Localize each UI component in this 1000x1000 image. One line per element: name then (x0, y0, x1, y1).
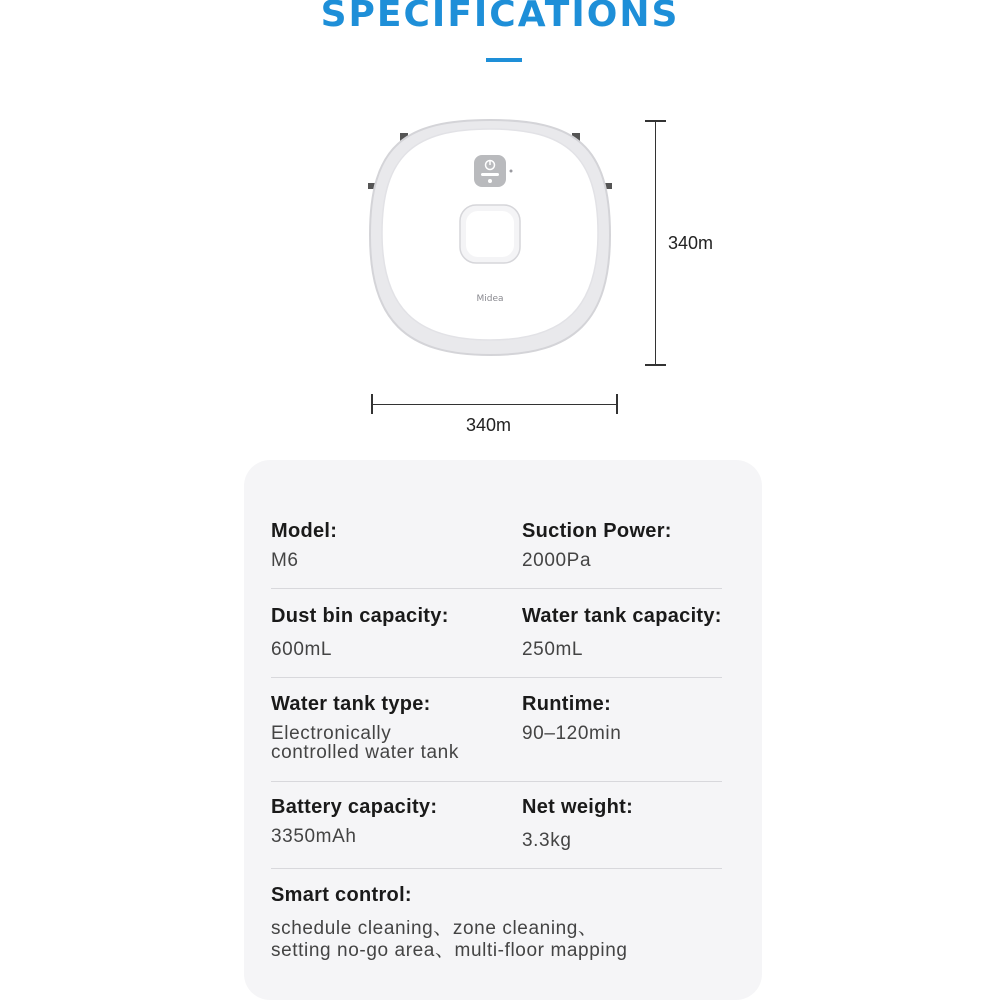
divider (271, 781, 722, 782)
spec-label: Suction Power: (522, 520, 672, 542)
spec-value: 600mL (271, 639, 333, 660)
spec-dustbin (271, 605, 449, 659)
spec-label: Water tank type: (271, 693, 431, 715)
robot-vacuum-image (360, 115, 620, 365)
width-dimension-line (372, 404, 617, 405)
spec-water-capacity (522, 605, 722, 659)
spec-label: Water tank capacity: (522, 605, 722, 627)
spec-value: 3350mAh (271, 826, 357, 847)
divider (271, 588, 722, 589)
spec-runtime (522, 693, 621, 743)
spec-value: 90–120min (522, 723, 622, 744)
spec-label: Dust bin capacity: (271, 605, 449, 627)
spec-weight (522, 796, 633, 850)
spec-battery (271, 796, 437, 846)
spec-label: Net weight: (522, 796, 634, 818)
brand-logo: Midea (476, 294, 504, 304)
spec-smart-control (271, 884, 628, 960)
height-dimension-cap-top (645, 120, 666, 122)
height-dimension-line (655, 120, 656, 365)
spec-suction (522, 520, 672, 570)
divider (271, 677, 722, 678)
title-underline (486, 58, 522, 62)
spec-value-line1: schedule cleaning、zone cleaning、 (271, 918, 598, 939)
height-dimension-cap-bottom (645, 364, 666, 366)
page-title: SPECIFICATIONS (320, 0, 680, 35)
spec-model (271, 520, 337, 570)
width-dimension-cap-right (616, 394, 618, 414)
height-dimension-label: 340m (668, 233, 714, 253)
divider (271, 868, 722, 869)
spec-card (244, 460, 762, 1000)
spec-value: M6 (271, 550, 299, 571)
width-dimension-cap-left (371, 394, 373, 414)
spec-label: Model: (271, 520, 338, 542)
spec-water-type (271, 693, 459, 762)
spec-value-line2: controlled water tank (271, 742, 459, 763)
spec-value-line2: setting no-go area、multi-floor mapping (271, 940, 628, 961)
spec-label: Smart control: (271, 884, 412, 906)
spec-value-line1: Electronically (271, 723, 392, 744)
spec-label: Runtime: (522, 693, 612, 715)
spec-value: 3.3kg (522, 830, 572, 851)
spec-label: Battery capacity: (271, 796, 438, 818)
width-dimension-label: 340m (466, 415, 512, 435)
spec-value: 250mL (522, 639, 584, 660)
spec-value: 2000Pa (522, 550, 592, 571)
